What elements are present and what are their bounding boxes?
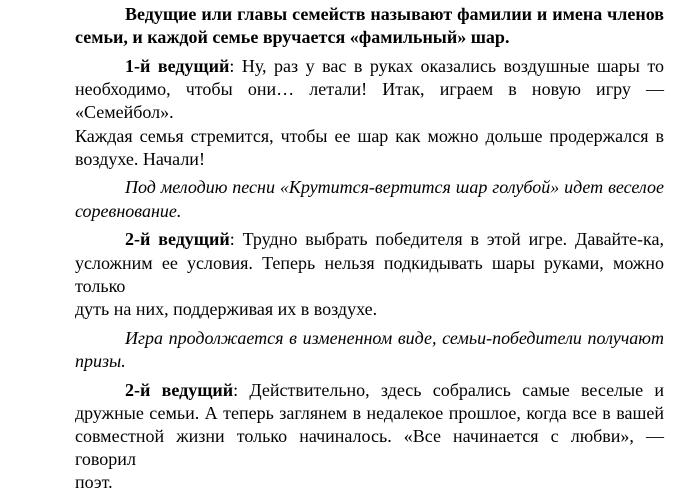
text-line (75, 379, 664, 402)
text-run: призы. (75, 350, 126, 371)
text-run: Игра продолжается в измененном виде, семьи-победители получают (125, 327, 664, 348)
text-line (75, 402, 664, 425)
text-line (75, 78, 664, 124)
text-run: усложним ее условия. Теперь нельзя подкидывать шары руками, можно только (75, 252, 664, 296)
text-line (75, 252, 664, 298)
text-run: Каждая семья стремится, чтобы ее шар как можно дольше продержался в (75, 125, 664, 146)
text-line (75, 55, 664, 78)
paragraph (75, 55, 664, 171)
text-run: : Ну, раз у вас в руках оказались воздушные шары то (229, 55, 664, 76)
text-run: дуть на них, поддерживая их в воздухе. (75, 298, 378, 319)
text-line (75, 200, 664, 223)
paragraph (75, 3, 664, 49)
text-run: Под мелодию песни «Крутится-вертится шар голубой» идет веселое (125, 177, 664, 198)
paragraph (75, 379, 664, 495)
speaker-label: 2-й ведущий (125, 379, 234, 400)
paragraph (75, 228, 664, 321)
text-run: : Действительно, здесь собрались самые веселые и (233, 379, 665, 400)
text-run: воздухе. Начали! (75, 148, 205, 169)
text-line (75, 26, 664, 49)
text-run: семьи, и каждой семье вручается «фамильный» шар. (75, 27, 510, 48)
text-line (75, 3, 664, 26)
text-line (75, 425, 664, 471)
text-run: необходимо, чтобы они… летали! Итак, играем в новую игру — «Семейбол». (75, 79, 664, 123)
text-line (75, 125, 664, 148)
text-run: Ведущие или главы семейств называют фамилии и имена членов (125, 4, 664, 24)
text-run: совместной жизни только начиналось. «Все начинается с любви», — говорил (75, 425, 664, 470)
text-line (75, 228, 664, 251)
text-run: : Трудно выбрать победителя в этой игре. Давайте-ка, (229, 229, 664, 250)
text-line (75, 471, 664, 494)
text-run: дружные семьи. А теперь заглянем в недалекое прошлое, когда все в вашей (75, 402, 664, 423)
document-content (75, 3, 664, 500)
text-line (75, 298, 664, 321)
paragraph (75, 176, 664, 222)
text-run: соревнование. (75, 200, 182, 221)
speaker-label: 1-й ведущий (125, 55, 230, 76)
text-run: поэт. (75, 472, 113, 493)
speaker-label: 2-й ведущий (125, 229, 230, 250)
text-line (75, 350, 664, 373)
text-line (75, 148, 664, 171)
paragraph (75, 327, 664, 373)
text-line (75, 327, 664, 350)
text-line (75, 176, 664, 199)
